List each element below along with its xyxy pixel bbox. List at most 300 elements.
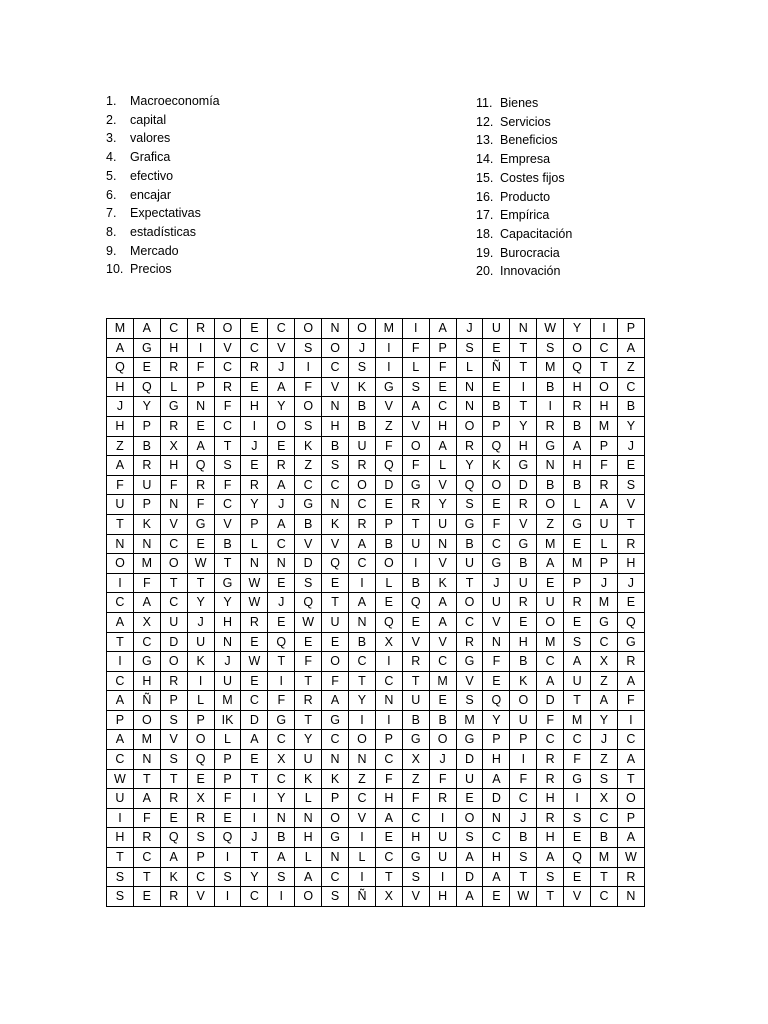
word-number: 19. xyxy=(476,245,494,260)
word-list-item xyxy=(106,260,220,279)
grid-cell: H xyxy=(537,789,564,809)
grid-row xyxy=(107,769,645,789)
grid-cell: X xyxy=(268,750,295,770)
grid-cell: B xyxy=(349,416,376,436)
grid-cell: K xyxy=(187,652,214,672)
grid-cell: F xyxy=(322,671,349,691)
grid-cell: U xyxy=(160,612,187,632)
grid-cell: O xyxy=(591,377,618,397)
grid-cell: E xyxy=(268,436,295,456)
word-text: Expectativas xyxy=(130,206,201,221)
grid-row xyxy=(107,456,645,476)
grid-cell: T xyxy=(160,769,187,789)
grid-cell: A xyxy=(268,514,295,534)
grid-cell: B xyxy=(402,710,429,730)
grid-cell: X xyxy=(187,789,214,809)
grid-cell: G xyxy=(322,828,349,848)
grid-cell: B xyxy=(456,534,483,554)
grid-cell: Y xyxy=(456,456,483,476)
grid-cell: I xyxy=(107,652,134,672)
word-list-item xyxy=(106,148,220,167)
grid-cell: A xyxy=(429,612,456,632)
grid-row xyxy=(107,358,645,378)
grid-cell: G xyxy=(591,612,618,632)
grid-cell: A xyxy=(133,319,160,339)
grid-cell: T xyxy=(295,671,322,691)
grid-cell: Z xyxy=(295,456,322,476)
word-number: 13. xyxy=(476,133,494,148)
grid-cell: H xyxy=(160,456,187,476)
grid-cell: H xyxy=(214,612,241,632)
grid-cell: N xyxy=(483,808,510,828)
grid-cell: O xyxy=(375,554,402,574)
grid-cell: C xyxy=(591,338,618,358)
grid-cell: K xyxy=(295,436,322,456)
grid-cell: Z xyxy=(591,750,618,770)
grid-cell: I xyxy=(591,319,618,339)
grid-cell: J xyxy=(617,573,644,593)
grid-cell: M xyxy=(107,319,134,339)
grid-cell: A xyxy=(537,671,564,691)
grid-cell: T xyxy=(295,710,322,730)
grid-cell: C xyxy=(591,887,618,907)
grid-cell: T xyxy=(617,769,644,789)
grid-cell: R xyxy=(591,475,618,495)
word-text: valores xyxy=(130,131,171,146)
grid-cell: Q xyxy=(107,358,134,378)
grid-cell: C xyxy=(214,495,241,515)
word-number: 7. xyxy=(106,206,117,221)
grid-cell: T xyxy=(133,769,160,789)
grid-row xyxy=(107,808,645,828)
grid-cell: H xyxy=(160,338,187,358)
grid-cell: P xyxy=(160,691,187,711)
grid-cell: B xyxy=(402,573,429,593)
grid-cell: I xyxy=(375,710,402,730)
grid-cell: E xyxy=(133,887,160,907)
grid-row xyxy=(107,710,645,730)
grid-cell: X xyxy=(591,789,618,809)
grid-cell: E xyxy=(483,671,510,691)
grid-cell: N xyxy=(349,750,376,770)
grid-cell: M xyxy=(375,319,402,339)
grid-cell: A xyxy=(107,612,134,632)
grid-cell: U xyxy=(133,475,160,495)
grid-cell: E xyxy=(483,377,510,397)
grid-cell: E xyxy=(510,612,537,632)
grid-cell: N xyxy=(133,534,160,554)
grid-cell: D xyxy=(510,475,537,495)
grid-cell: I xyxy=(375,338,402,358)
grid-cell: A xyxy=(268,377,295,397)
grid-cell: B xyxy=(510,828,537,848)
grid-cell: T xyxy=(537,887,564,907)
grid-cell: C xyxy=(322,730,349,750)
grid-cell: N xyxy=(429,534,456,554)
grid-cell: T xyxy=(107,514,134,534)
grid-cell: U xyxy=(456,554,483,574)
grid-cell: H xyxy=(107,416,134,436)
grid-cell: T xyxy=(402,671,429,691)
grid-cell: S xyxy=(510,848,537,868)
grid-cell: P xyxy=(133,495,160,515)
grid-cell: Z xyxy=(349,769,376,789)
grid-cell: R xyxy=(510,495,537,515)
word-list-item xyxy=(106,167,220,186)
grid-cell: N xyxy=(483,632,510,652)
grid-cell: C xyxy=(591,808,618,828)
grid-cell: H xyxy=(617,554,644,574)
grid-cell: C xyxy=(187,867,214,887)
grid-cell: N xyxy=(187,397,214,417)
grid-cell: M xyxy=(591,848,618,868)
grid-cell: S xyxy=(107,867,134,887)
word-text: Precios xyxy=(130,262,172,277)
grid-cell: W xyxy=(537,319,564,339)
grid-cell: P xyxy=(241,514,268,534)
grid-row xyxy=(107,554,645,574)
grid-cell: E xyxy=(375,495,402,515)
grid-cell: R xyxy=(537,808,564,828)
grid-cell: G xyxy=(483,554,510,574)
grid-cell: I xyxy=(107,808,134,828)
grid-cell: J xyxy=(591,730,618,750)
grid-cell: C xyxy=(349,789,376,809)
grid-cell: C xyxy=(402,808,429,828)
grid-row xyxy=(107,397,645,417)
grid-cell: X xyxy=(375,887,402,907)
grid-cell: G xyxy=(456,652,483,672)
grid-cell: U xyxy=(591,514,618,534)
word-list-item xyxy=(476,188,572,207)
grid-cell: E xyxy=(429,377,456,397)
grid-cell: I xyxy=(349,828,376,848)
grid-cell: X xyxy=(133,612,160,632)
grid-cell: F xyxy=(402,338,429,358)
grid-cell: Q xyxy=(187,456,214,476)
grid-cell: R xyxy=(564,397,591,417)
grid-row xyxy=(107,867,645,887)
word-text: Innovación xyxy=(500,264,561,279)
grid-cell: P xyxy=(591,554,618,574)
word-number: 15. xyxy=(476,170,494,185)
grid-cell: O xyxy=(617,789,644,809)
grid-cell: A xyxy=(617,750,644,770)
grid-cell: R xyxy=(133,828,160,848)
grid-cell: N xyxy=(241,554,268,574)
grid-cell: R xyxy=(241,358,268,378)
grid-cell: V xyxy=(402,632,429,652)
grid-cell: E xyxy=(241,319,268,339)
grid-cell: C xyxy=(429,652,456,672)
grid-cell: Y xyxy=(295,730,322,750)
grid-cell: S xyxy=(322,887,349,907)
grid-cell: N xyxy=(322,750,349,770)
grid-cell: N xyxy=(456,377,483,397)
grid-cell: C xyxy=(241,691,268,711)
grid-cell: V xyxy=(322,377,349,397)
grid-cell: T xyxy=(107,632,134,652)
grid-cell: Y xyxy=(241,495,268,515)
grid-row xyxy=(107,887,645,907)
grid-cell: Q xyxy=(483,436,510,456)
grid-cell: Y xyxy=(429,495,456,515)
grid-row xyxy=(107,848,645,868)
grid-cell: C xyxy=(375,848,402,868)
grid-cell: G xyxy=(564,514,591,534)
grid-cell: A xyxy=(537,848,564,868)
grid-cell: P xyxy=(483,730,510,750)
grid-cell: F xyxy=(402,456,429,476)
grid-cell: C xyxy=(617,730,644,750)
grid-cell: N xyxy=(537,456,564,476)
grid-cell: V xyxy=(214,514,241,534)
grid-cell: D xyxy=(295,554,322,574)
grid-cell: Q xyxy=(456,475,483,495)
grid-cell: T xyxy=(510,867,537,887)
grid-cell: J xyxy=(591,573,618,593)
grid-cell: N xyxy=(617,887,644,907)
grid-cell: T xyxy=(214,436,241,456)
grid-cell: P xyxy=(375,730,402,750)
grid-cell: O xyxy=(268,416,295,436)
grid-cell: J xyxy=(349,338,376,358)
grid-cell: R xyxy=(187,475,214,495)
grid-cell: C xyxy=(133,848,160,868)
grid-cell: R xyxy=(160,358,187,378)
grid-cell: I xyxy=(349,573,376,593)
grid-cell: O xyxy=(456,593,483,613)
grid-cell: Y xyxy=(591,710,618,730)
grid-cell: A xyxy=(564,652,591,672)
grid-cell: M xyxy=(133,730,160,750)
grid-row xyxy=(107,416,645,436)
grid-cell: D xyxy=(483,789,510,809)
grid-cell: E xyxy=(429,691,456,711)
grid-cell: B xyxy=(349,632,376,652)
grid-cell: R xyxy=(349,456,376,476)
grid-cell: A xyxy=(295,867,322,887)
grid-cell: E xyxy=(564,534,591,554)
grid-cell: S xyxy=(322,456,349,476)
grid-cell: Y xyxy=(187,593,214,613)
grid-cell: U xyxy=(483,593,510,613)
grid-cell: J xyxy=(617,436,644,456)
word-list-item xyxy=(476,206,572,225)
grid-cell: U xyxy=(214,671,241,691)
grid-cell: A xyxy=(107,730,134,750)
grid-cell: O xyxy=(107,554,134,574)
grid-cell: Y xyxy=(510,416,537,436)
grid-cell: R xyxy=(564,593,591,613)
grid-cell: G xyxy=(510,456,537,476)
word-number: 3. xyxy=(106,131,117,146)
grid-cell: E xyxy=(322,632,349,652)
grid-row xyxy=(107,691,645,711)
grid-cell: E xyxy=(483,495,510,515)
grid-cell: B xyxy=(322,436,349,456)
grid-cell: R xyxy=(241,475,268,495)
grid-cell: C xyxy=(160,319,187,339)
grid-cell: M xyxy=(564,710,591,730)
grid-cell: B xyxy=(510,554,537,574)
grid-cell: O xyxy=(537,495,564,515)
grid-cell: P xyxy=(375,514,402,534)
grid-cell: S xyxy=(537,867,564,887)
grid-cell: O xyxy=(510,691,537,711)
grid-cell: V xyxy=(322,534,349,554)
grid-cell: Y xyxy=(349,691,376,711)
grid-cell: V xyxy=(429,632,456,652)
grid-cell: X xyxy=(402,750,429,770)
grid-cell: C xyxy=(107,593,134,613)
grid-cell: N xyxy=(160,495,187,515)
grid-cell: F xyxy=(375,769,402,789)
grid-cell: J xyxy=(268,358,295,378)
grid-cell: A xyxy=(483,867,510,887)
grid-cell: C xyxy=(322,475,349,495)
grid-cell: V xyxy=(187,887,214,907)
grid-row xyxy=(107,436,645,456)
grid-cell: W xyxy=(617,848,644,868)
word-number: 14. xyxy=(476,152,494,167)
word-list-item xyxy=(106,111,220,130)
grid-cell: S xyxy=(456,338,483,358)
grid-cell: C xyxy=(349,652,376,672)
grid-cell: W xyxy=(241,652,268,672)
grid-cell: D xyxy=(375,475,402,495)
grid-row xyxy=(107,534,645,554)
grid-cell: H xyxy=(107,828,134,848)
grid-cell: P xyxy=(107,710,134,730)
grid-row xyxy=(107,319,645,339)
grid-cell: M xyxy=(537,534,564,554)
grid-cell: T xyxy=(456,573,483,593)
grid-cell: W xyxy=(510,887,537,907)
grid-cell: O xyxy=(322,652,349,672)
grid-cell: V xyxy=(160,730,187,750)
grid-cell: L xyxy=(187,691,214,711)
grid-cell: N xyxy=(322,397,349,417)
grid-cell: C xyxy=(160,534,187,554)
grid-cell: F xyxy=(214,397,241,417)
grid-cell: A xyxy=(456,887,483,907)
grid-cell: U xyxy=(187,632,214,652)
grid-cell: F xyxy=(591,456,618,476)
grid-cell: B xyxy=(564,416,591,436)
grid-cell: Y xyxy=(564,319,591,339)
grid-cell: R xyxy=(537,750,564,770)
word-list-item xyxy=(106,223,220,242)
grid-cell: V xyxy=(510,514,537,534)
word-list-item xyxy=(476,244,572,263)
grid-cell: F xyxy=(617,691,644,711)
grid-cell: T xyxy=(241,769,268,789)
grid-cell: J xyxy=(241,828,268,848)
grid-cell: Y xyxy=(214,593,241,613)
grid-cell: U xyxy=(402,691,429,711)
grid-cell: I xyxy=(241,808,268,828)
grid-cell: A xyxy=(483,769,510,789)
grid-cell: Ñ xyxy=(483,358,510,378)
grid-row xyxy=(107,377,645,397)
grid-cell: P xyxy=(322,789,349,809)
grid-cell: I xyxy=(375,652,402,672)
grid-cell: V xyxy=(295,534,322,554)
grid-cell: B xyxy=(268,828,295,848)
grid-cell: I xyxy=(187,338,214,358)
grid-cell: H xyxy=(322,416,349,436)
grid-cell: D xyxy=(456,750,483,770)
grid-row xyxy=(107,730,645,750)
word-list-item xyxy=(476,169,572,188)
grid-cell: K xyxy=(322,769,349,789)
grid-cell: E xyxy=(268,573,295,593)
word-number: 1. xyxy=(106,94,117,108)
grid-cell: O xyxy=(214,319,241,339)
grid-cell: I xyxy=(214,887,241,907)
grid-cell: K xyxy=(349,377,376,397)
grid-cell: Z xyxy=(107,436,134,456)
grid-cell: E xyxy=(295,632,322,652)
grid-cell: H xyxy=(295,828,322,848)
grid-cell: F xyxy=(133,808,160,828)
grid-row xyxy=(107,573,645,593)
grid-cell: C xyxy=(483,534,510,554)
grid-cell: F xyxy=(187,358,214,378)
grid-cell: M xyxy=(214,691,241,711)
grid-cell: U xyxy=(456,769,483,789)
word-search-grid xyxy=(106,318,645,907)
grid-cell: V xyxy=(564,887,591,907)
grid-cell: A xyxy=(591,691,618,711)
grid-row xyxy=(107,338,645,358)
grid-cell: O xyxy=(133,710,160,730)
grid-cell: T xyxy=(107,848,134,868)
grid-cell: Z xyxy=(617,358,644,378)
grid-cell: D xyxy=(241,710,268,730)
grid-cell: E xyxy=(483,887,510,907)
grid-row xyxy=(107,632,645,652)
grid-cell: E xyxy=(214,808,241,828)
grid-cell: A xyxy=(591,495,618,515)
grid-cell: U xyxy=(429,848,456,868)
grid-cell: E xyxy=(456,789,483,809)
grid-cell: E xyxy=(268,612,295,632)
grid-cell: R xyxy=(456,436,483,456)
grid-cell: A xyxy=(268,848,295,868)
grid-cell: R xyxy=(402,652,429,672)
grid-cell: B xyxy=(375,534,402,554)
grid-cell: H xyxy=(564,456,591,476)
grid-cell: R xyxy=(187,319,214,339)
grid-cell: I xyxy=(241,416,268,436)
grid-cell: A xyxy=(133,789,160,809)
grid-cell: F xyxy=(295,652,322,672)
grid-cell: C xyxy=(241,338,268,358)
grid-cell: G xyxy=(133,652,160,672)
grid-cell: B xyxy=(537,475,564,495)
grid-cell: F xyxy=(187,495,214,515)
grid-cell: Y xyxy=(268,397,295,417)
grid-cell: G xyxy=(564,769,591,789)
grid-row xyxy=(107,495,645,515)
grid-cell: E xyxy=(402,612,429,632)
grid-cell: C xyxy=(214,416,241,436)
grid-cell: A xyxy=(375,808,402,828)
grid-row xyxy=(107,612,645,632)
grid-cell: G xyxy=(295,495,322,515)
